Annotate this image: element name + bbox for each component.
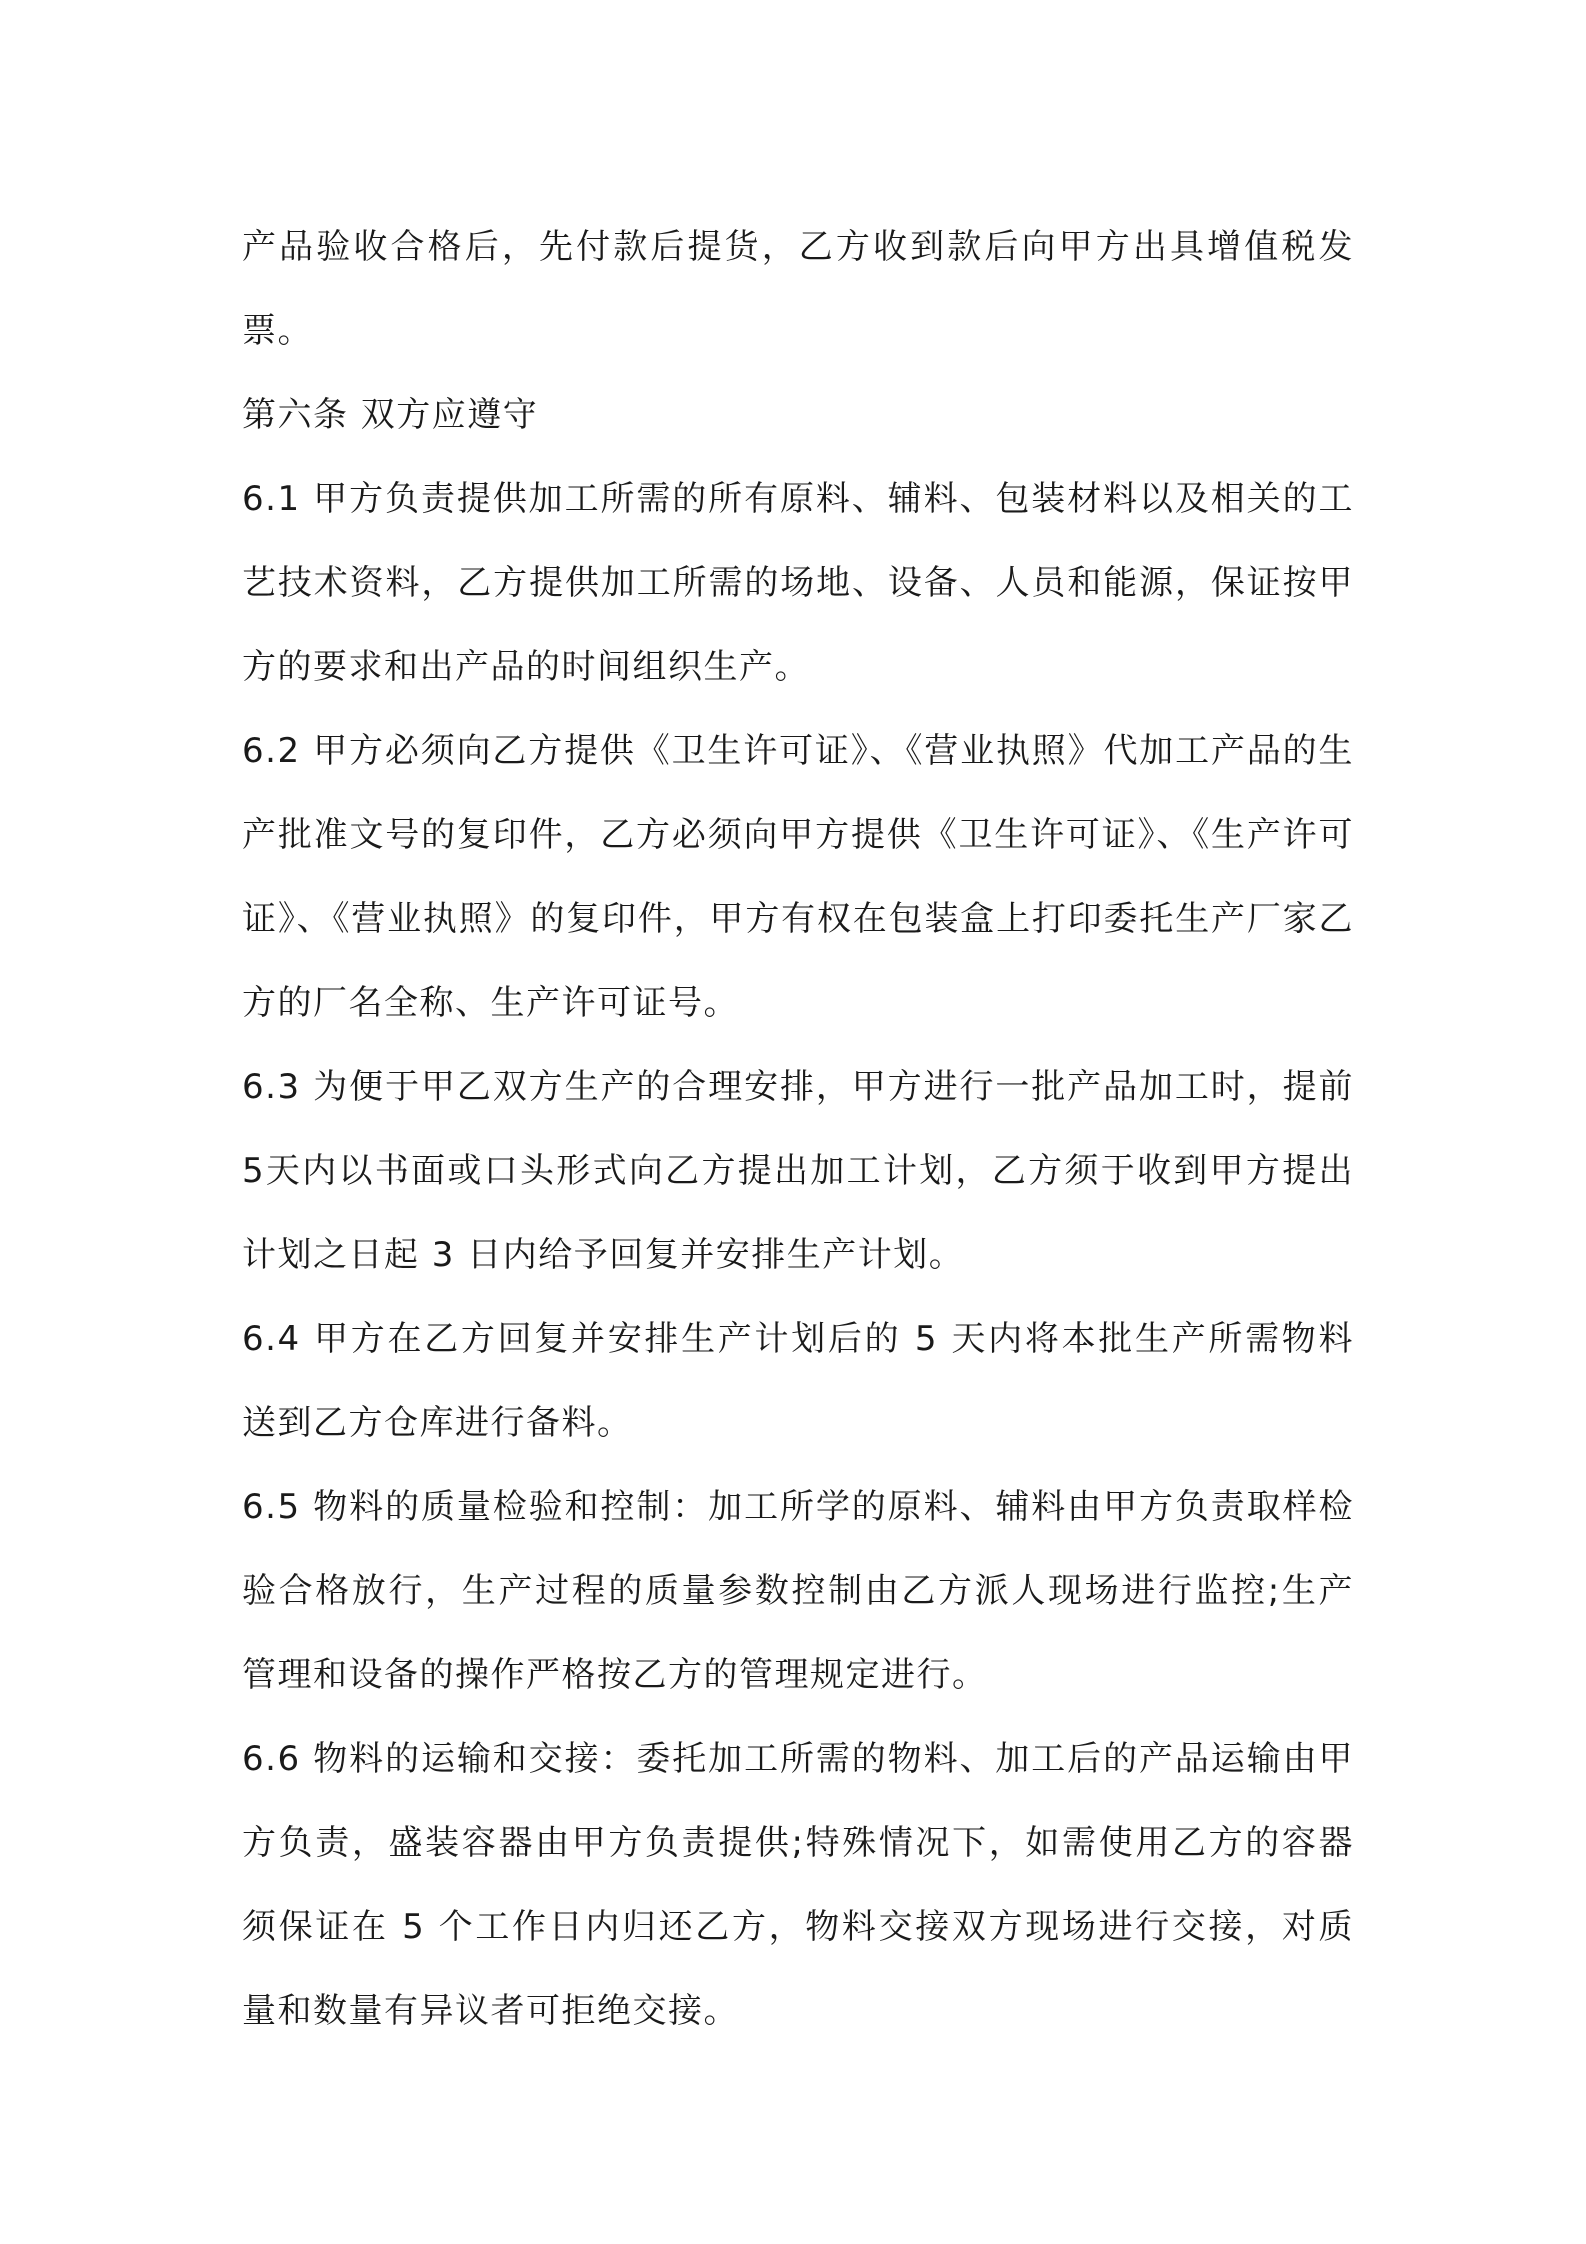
clause-6-3: 6.3 为便于甲乙双方生产的合理安排，甲方进行一批产品加工时，提前5天内以书面或口头形式向乙方提出加工计划，乙方须于收到甲方提出计划之日起 3 日内给予回复并安排生产计划。: [242, 1067, 1354, 1275]
clause-6-4: 6.4 甲方在乙方回复并安排生产计划后的 5 天内将本批生产所需物料送到乙方仓库进行备料。: [242, 1319, 1354, 1443]
payment-paragraph: 产品验收合格后，先付款后提货，乙方收到款后向甲方出具增值税发票。: [242, 227, 1354, 351]
clause-6-2: 6.2 甲方必须向乙方提供《卫生许可证》、《营业执照》代加工产品的生产批准文号的复印件，乙方必须向甲方提供《卫生许可证》、《生产许可证》、《营业执照》的复印件，甲方有权在包装盒上打印委托生产厂家乙方的厂名全称、生产许可证号。: [242, 731, 1354, 1023]
article-six-heading: 第六条 双方应遵守: [242, 395, 539, 435]
clause-6-1: 6.1 甲方负责提供加工所需的所有原料、辅料、包装材料以及相关的工艺技术资料，乙方提供加工所需的场地、设备、人员和能源，保证按甲方的要求和出产品的时间组织生产。: [242, 479, 1354, 687]
document-body: [242, 205, 1354, 2053]
clause-6-5: 6.5 物料的质量检验和控制：加工所学的原料、辅料由甲方负责取样检验合格放行，生产过程的质量参数控制由乙方派人现场进行监控;生产管理和设备的操作严格按乙方的管理规定进行。: [242, 1487, 1354, 1695]
clause-6-6: 6.6 物料的运输和交接：委托加工所需的物料、加工后的产品运输由甲方负责，盛装容器由甲方负责提供;特殊情况下，如需使用乙方的容器须保证在 5 个工作日内归还乙方，物料交接双方现场进行交接，对质量和数量有异议者可拒绝交接。: [242, 1739, 1354, 2031]
